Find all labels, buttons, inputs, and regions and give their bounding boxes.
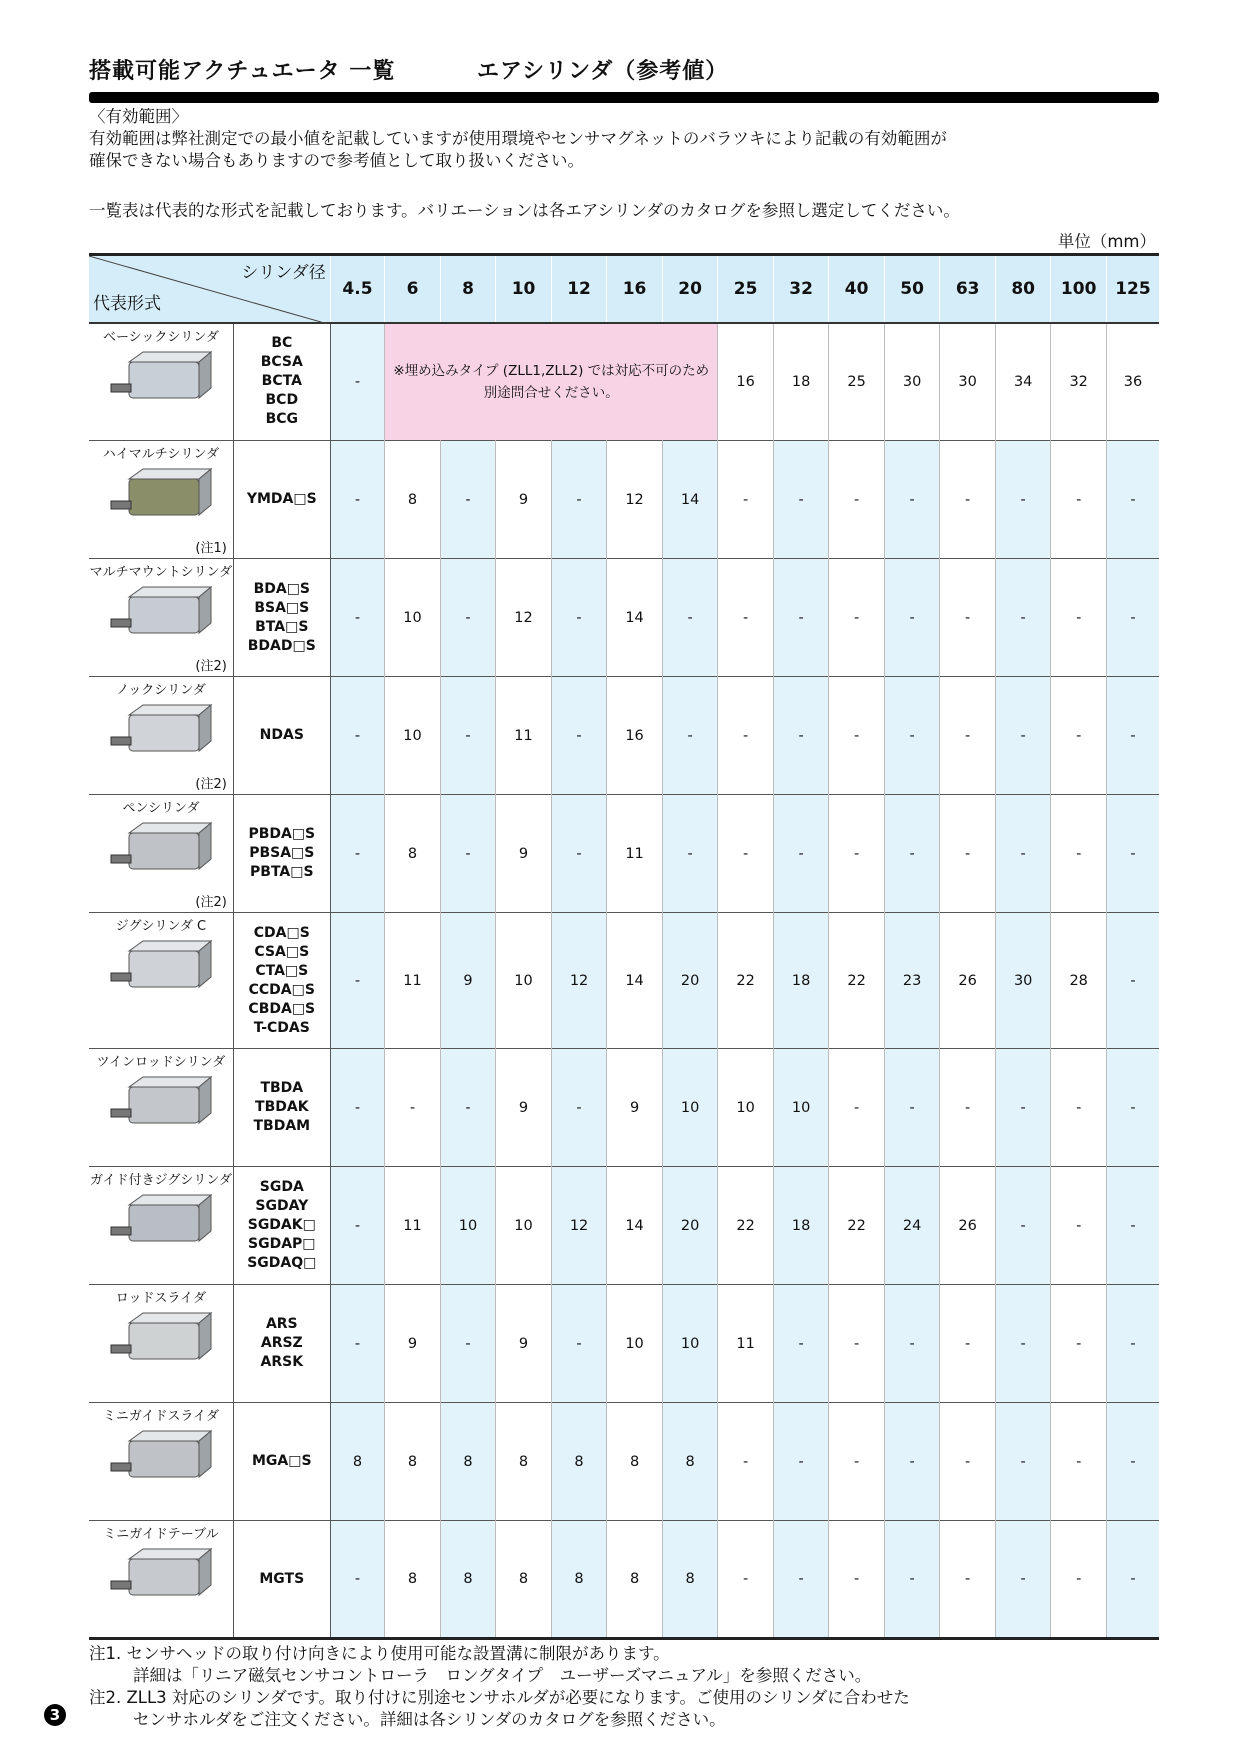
value-cell: 22 [718, 913, 774, 1049]
value-cell: - [718, 1403, 774, 1521]
page-subtitle: エアシリンダ（参考値） [477, 59, 729, 84]
value-cell: - [718, 1521, 774, 1639]
value-cell: 26 [940, 913, 996, 1049]
model-name: TBDAK [255, 1099, 309, 1115]
value-cell: 10 [718, 1049, 774, 1167]
value-cell: - [330, 1167, 385, 1285]
value-cell: 18 [773, 323, 829, 441]
representative-model-label: 代表形式 [93, 293, 161, 314]
model-cell [233, 913, 330, 1049]
value-cell: - [940, 1285, 996, 1403]
product-note: (注2) [195, 777, 227, 792]
page-title: 搭載可能アクチュエータ 一覧 [89, 59, 396, 84]
value-cell: - [884, 677, 940, 795]
value-cell: 8 [551, 1403, 607, 1521]
product-cell [89, 1285, 233, 1403]
value-cell: 9 [607, 1049, 663, 1167]
value-cell: 8 [385, 1521, 441, 1639]
value-cell: 10 [773, 1049, 829, 1167]
product-name: ミニガイドテーブル [103, 1527, 219, 1542]
value-cell: - [330, 795, 385, 913]
model-name: CTA□S [255, 962, 309, 979]
model-name: BCG [265, 411, 298, 428]
value-cell: - [829, 1049, 885, 1167]
product-cell [89, 1403, 233, 1521]
value-cell: 11 [385, 1167, 441, 1285]
product-name: ガイド付きジグシリンダ [90, 1173, 232, 1188]
value-cell: 36 [1106, 323, 1159, 441]
product-cell [89, 913, 233, 1049]
value-cell: - [995, 795, 1051, 913]
value-cell: 22 [829, 1167, 885, 1285]
model-name: BCTA [261, 373, 302, 390]
value-cell: - [440, 795, 496, 913]
table-row [89, 1403, 1159, 1521]
column-header: 32 [773, 255, 829, 323]
value-cell: 10 [496, 1167, 552, 1285]
model-cell [233, 1049, 330, 1167]
value-cell: 9 [496, 795, 552, 913]
table-header-row [89, 255, 1159, 323]
table-row [89, 1167, 1159, 1285]
product-cell [89, 1167, 233, 1285]
value-cell: 10 [607, 1285, 663, 1403]
value-cell: 10 [662, 1049, 718, 1167]
value-cell: - [1051, 1167, 1107, 1285]
product-name: ジグシリンダ C [115, 919, 207, 934]
value-cell: 24 [884, 1167, 940, 1285]
value-cell: - [551, 795, 607, 913]
page-header [89, 54, 1159, 88]
value-cell: - [884, 441, 940, 559]
product-note: (注2) [195, 659, 227, 674]
value-cell: - [1051, 795, 1107, 913]
value-cell: - [1051, 1403, 1107, 1521]
value-cell: 8 [551, 1521, 607, 1639]
value-cell: 26 [940, 1167, 996, 1285]
value-cell: - [995, 1403, 1051, 1521]
product-name: ペンシリンダ [122, 801, 200, 816]
model-name: PBSA□S [249, 845, 315, 861]
model-name: MGTS [259, 1570, 305, 1587]
model-name: NDAS [259, 727, 304, 743]
model-name: SGDAK□ [247, 1217, 316, 1233]
value-cell: 8 [385, 1403, 441, 1521]
product-name: ロッドスライダ [115, 1291, 207, 1306]
model-cell [233, 795, 330, 913]
value-cell: 10 [385, 559, 441, 677]
product-image [107, 821, 217, 891]
model-cell [233, 441, 330, 559]
value-cell: - [940, 677, 996, 795]
value-cell: - [1051, 1049, 1107, 1167]
value-cell: 14 [607, 913, 663, 1049]
value-cell: - [551, 559, 607, 677]
value-cell: - [662, 795, 718, 913]
value-cell: - [995, 1167, 1051, 1285]
product-cell [89, 1521, 233, 1639]
table-row [89, 1285, 1159, 1403]
page-number: 3 [44, 1704, 66, 1726]
notice-line-2: 確保できない場合もありますので参考値として取り扱いください。 [89, 151, 584, 170]
product-image [107, 467, 217, 537]
value-cell: - [1051, 1285, 1107, 1403]
value-cell: - [1106, 677, 1159, 795]
value-cell: - [330, 323, 385, 441]
value-cell: - [718, 677, 774, 795]
table-row [89, 323, 1159, 441]
value-cell: 23 [884, 913, 940, 1049]
value-cell: - [829, 795, 885, 913]
value-cell: - [829, 441, 885, 559]
value-cell: - [440, 677, 496, 795]
value-cell: 20 [662, 913, 718, 1049]
value-cell: - [1106, 1167, 1159, 1285]
value-cell: - [829, 1403, 885, 1521]
value-cell: 9 [496, 441, 552, 559]
value-cell: - [551, 1285, 607, 1403]
value-cell: 30 [995, 913, 1051, 1049]
footnote-1-detail: 詳細は「リニア磁気センサコントローラ ロングタイプ ユーザーズマニュアル」を参照ください。 [133, 1666, 872, 1685]
value-cell: - [718, 441, 774, 559]
value-cell: - [773, 441, 829, 559]
value-cell: - [940, 1521, 996, 1639]
model-name: CBDA□S [248, 1000, 316, 1017]
value-cell: - [330, 1285, 385, 1403]
note-line-2: 別途問合せください。 [483, 384, 619, 401]
value-cell: 16 [718, 323, 774, 441]
product-cell [89, 795, 233, 913]
table-row [89, 1521, 1159, 1639]
effective-range-notice [89, 106, 1169, 172]
column-header: 20 [662, 255, 718, 323]
model-name: PBTA□S [250, 864, 314, 880]
value-cell: 14 [607, 559, 663, 677]
value-cell: - [1106, 1403, 1159, 1521]
value-cell: 9 [385, 1285, 441, 1403]
note-line-1: ※埋め込みタイプ (ZLL1,ZLL2) では対応不可のため [393, 362, 710, 379]
value-cell: - [1106, 1521, 1159, 1639]
column-header: 80 [995, 255, 1051, 323]
value-cell: - [773, 677, 829, 795]
table-row [89, 559, 1159, 677]
model-cell [233, 677, 330, 795]
model-name: PBDA□S [248, 826, 316, 842]
corner-header [89, 255, 330, 323]
value-cell: 8 [662, 1521, 718, 1639]
value-cell: - [829, 1521, 885, 1639]
table-row [89, 795, 1159, 913]
product-name: ツインロッドシリンダ [96, 1055, 226, 1070]
value-cell: 9 [496, 1049, 552, 1167]
product-cell [89, 1049, 233, 1167]
value-cell: 30 [884, 323, 940, 441]
model-cell [233, 559, 330, 677]
value-cell: - [773, 559, 829, 677]
product-note: (注1) [195, 541, 227, 556]
value-cell: - [718, 795, 774, 913]
value-cell: - [995, 559, 1051, 677]
product-image [107, 585, 217, 655]
footnote-2-detail: センサホルダをご注文ください。詳細は各シリンダのカタログを参照ください。 [133, 1710, 726, 1729]
model-name: TBDAM [253, 1118, 311, 1134]
value-cell: - [773, 795, 829, 913]
value-cell: 25 [829, 323, 885, 441]
value-cell: - [995, 1521, 1051, 1639]
column-header: 50 [884, 255, 940, 323]
value-cell: - [995, 441, 1051, 559]
value-cell: - [1051, 559, 1107, 677]
value-cell: - [385, 1049, 441, 1167]
model-name: BDA□S [253, 580, 310, 597]
value-cell: - [884, 1285, 940, 1403]
model-name: BC [271, 335, 293, 352]
product-image [107, 1547, 217, 1617]
value-cell: - [1106, 559, 1159, 677]
value-cell: 8 [440, 1403, 496, 1521]
value-cell: - [995, 1049, 1051, 1167]
value-cell: - [330, 1521, 385, 1639]
value-cell: 20 [662, 1167, 718, 1285]
footnote-1: 注1. センサヘッドの取り付け向きにより使用可能な設置溝に制限があります。 [89, 1644, 670, 1663]
value-cell: - [1106, 1285, 1159, 1403]
value-cell: 32 [1051, 323, 1107, 441]
footnotes [89, 1643, 910, 1731]
column-header: 40 [829, 255, 885, 323]
value-cell: - [884, 1403, 940, 1521]
value-cell: 10 [440, 1167, 496, 1285]
product-name: ベーシックシリンダ [102, 329, 219, 345]
value-cell: 8 [330, 1403, 385, 1521]
value-cell: - [330, 677, 385, 795]
column-header: 100 [1051, 255, 1107, 323]
value-cell: - [440, 559, 496, 677]
value-cell: 9 [496, 1285, 552, 1403]
value-cell: - [1106, 795, 1159, 913]
model-cell [233, 1403, 330, 1521]
model-name: BCD [265, 392, 299, 409]
product-note: (注2) [195, 895, 227, 910]
model-name: BTA□S [255, 618, 309, 635]
table-row [89, 441, 1159, 559]
value-cell: - [1106, 441, 1159, 559]
value-cell: 11 [607, 795, 663, 913]
product-image [107, 703, 217, 773]
value-cell: 30 [940, 323, 996, 441]
model-name: CDA□S [253, 924, 310, 941]
value-cell: - [940, 1049, 996, 1167]
column-header: 6 [385, 255, 441, 323]
value-cell: 11 [718, 1285, 774, 1403]
value-cell: - [440, 1285, 496, 1403]
column-header: 12 [551, 255, 607, 323]
value-cell: - [940, 559, 996, 677]
value-cell: - [330, 441, 385, 559]
product-name: ミニガイドスライダ [102, 1409, 219, 1424]
model-cell [233, 1167, 330, 1285]
value-cell: 22 [829, 913, 885, 1049]
product-image [107, 1311, 217, 1381]
value-cell: - [884, 1049, 940, 1167]
title-divider [89, 92, 1159, 103]
model-name: ARSK [260, 1354, 304, 1370]
value-cell: 14 [607, 1167, 663, 1285]
model-name: ARSZ [260, 1335, 303, 1351]
intro-text: 一覧表は代表的な形式を記載しております。バリエーションは各エアシリンダのカタログを参照し選定してください。 [89, 201, 960, 220]
model-name: SGDAP□ [248, 1236, 316, 1252]
value-cell: 12 [607, 441, 663, 559]
column-header: 25 [718, 255, 774, 323]
value-cell: 34 [995, 323, 1051, 441]
value-cell: - [940, 795, 996, 913]
product-cell [89, 559, 233, 677]
value-cell: 12 [551, 1167, 607, 1285]
model-name: CSA□S [254, 943, 310, 960]
value-cell: 18 [773, 1167, 829, 1285]
value-cell: 16 [607, 677, 663, 795]
model-cell [233, 1285, 330, 1403]
model-name: ARS [265, 1316, 298, 1332]
product-name: マルチマウントシリンダ [89, 565, 233, 580]
model-name: TBDA [260, 1080, 304, 1096]
unit-label: 単位（mm） [1057, 232, 1156, 251]
model-name: BCSA [260, 354, 303, 371]
value-cell: 12 [551, 913, 607, 1049]
value-cell: 8 [496, 1403, 552, 1521]
value-cell: - [551, 1049, 607, 1167]
value-cell: 8 [385, 795, 441, 913]
model-name: MGA□S [252, 1453, 312, 1469]
value-cell: - [330, 913, 385, 1049]
value-cell: 18 [773, 913, 829, 1049]
value-cell: 10 [496, 913, 552, 1049]
table-row [89, 913, 1159, 1049]
model-name: YMDA□S [246, 491, 317, 507]
value-cell: 8 [440, 1521, 496, 1639]
value-cell: - [773, 1403, 829, 1521]
value-cell: - [829, 1285, 885, 1403]
cylinder-diameter-label: シリンダ径 [241, 263, 326, 283]
footnote-2: 注2. ZLL3 対応のシリンダです。取り付けに別途センサホルダが必要になります。ご使用のシリンダに合わせた [89, 1688, 910, 1707]
value-cell: - [940, 1403, 996, 1521]
value-cell: 11 [385, 913, 441, 1049]
value-cell: - [884, 559, 940, 677]
value-cell: 12 [496, 559, 552, 677]
model-name: T-CDAS [253, 1019, 310, 1036]
product-image [107, 1429, 217, 1499]
product-image [107, 1193, 217, 1263]
model-name: SGDA [259, 1179, 304, 1195]
product-image [107, 1075, 217, 1145]
notice-heading: 〈有効範囲〉 [89, 107, 188, 126]
model-name: BSA□S [254, 599, 310, 616]
product-image [107, 350, 217, 420]
column-header: 16 [607, 255, 663, 323]
notice-line-1: 有効範囲は弊社測定での最小値を記載していますが使用環境やセンサマグネットのバラツキにより記載の有効範囲が [89, 129, 947, 148]
value-cell: - [884, 1521, 940, 1639]
value-cell: - [1106, 1049, 1159, 1167]
value-cell: - [829, 677, 885, 795]
value-cell: 8 [607, 1521, 663, 1639]
table-row [89, 677, 1159, 795]
value-cell: 10 [385, 677, 441, 795]
value-cell: - [773, 1521, 829, 1639]
column-header: 63 [940, 255, 996, 323]
product-cell [89, 677, 233, 795]
model-name: CCDA□S [248, 981, 315, 998]
model-cell [233, 1521, 330, 1639]
value-cell: - [440, 1049, 496, 1167]
value-cell: - [1051, 1521, 1107, 1639]
value-cell: - [940, 441, 996, 559]
model-cell [233, 323, 330, 441]
value-cell: - [884, 795, 940, 913]
product-image [107, 939, 217, 1009]
embedded-type-note [385, 323, 718, 441]
value-cell: 8 [662, 1403, 718, 1521]
product-cell [89, 323, 233, 441]
value-cell: - [1051, 677, 1107, 795]
model-name: SGDAY [255, 1198, 309, 1214]
value-cell: - [718, 559, 774, 677]
model-name: BDAD□S [247, 637, 316, 654]
value-cell: - [773, 1285, 829, 1403]
value-cell: - [829, 559, 885, 677]
value-cell: - [995, 677, 1051, 795]
value-cell: 8 [607, 1403, 663, 1521]
table-row [89, 1049, 1159, 1167]
product-name: ノックシリンダ [116, 683, 206, 698]
value-cell: 14 [662, 441, 718, 559]
value-cell: 9 [440, 913, 496, 1049]
value-cell: 8 [385, 441, 441, 559]
value-cell: 22 [718, 1167, 774, 1285]
product-cell [89, 441, 233, 559]
column-header: 10 [496, 255, 552, 323]
value-cell: - [662, 677, 718, 795]
column-header: 125 [1106, 255, 1159, 323]
column-header: 4.5 [330, 255, 385, 323]
value-cell: - [440, 441, 496, 559]
value-cell: - [1051, 441, 1107, 559]
value-cell: - [330, 1049, 385, 1167]
value-cell: 8 [496, 1521, 552, 1639]
value-cell: 28 [1051, 913, 1107, 1049]
value-cell: - [551, 441, 607, 559]
column-header: 8 [440, 255, 496, 323]
value-cell: 11 [496, 677, 552, 795]
model-name: SGDAQ□ [247, 1255, 317, 1271]
product-name: ハイマルチシリンダ [102, 447, 220, 462]
value-cell: - [662, 559, 718, 677]
actuator-table [89, 253, 1159, 1640]
value-cell: - [995, 1285, 1051, 1403]
value-cell: - [1106, 913, 1159, 1049]
value-cell: - [330, 559, 385, 677]
value-cell: 10 [662, 1285, 718, 1403]
value-cell: - [551, 677, 607, 795]
